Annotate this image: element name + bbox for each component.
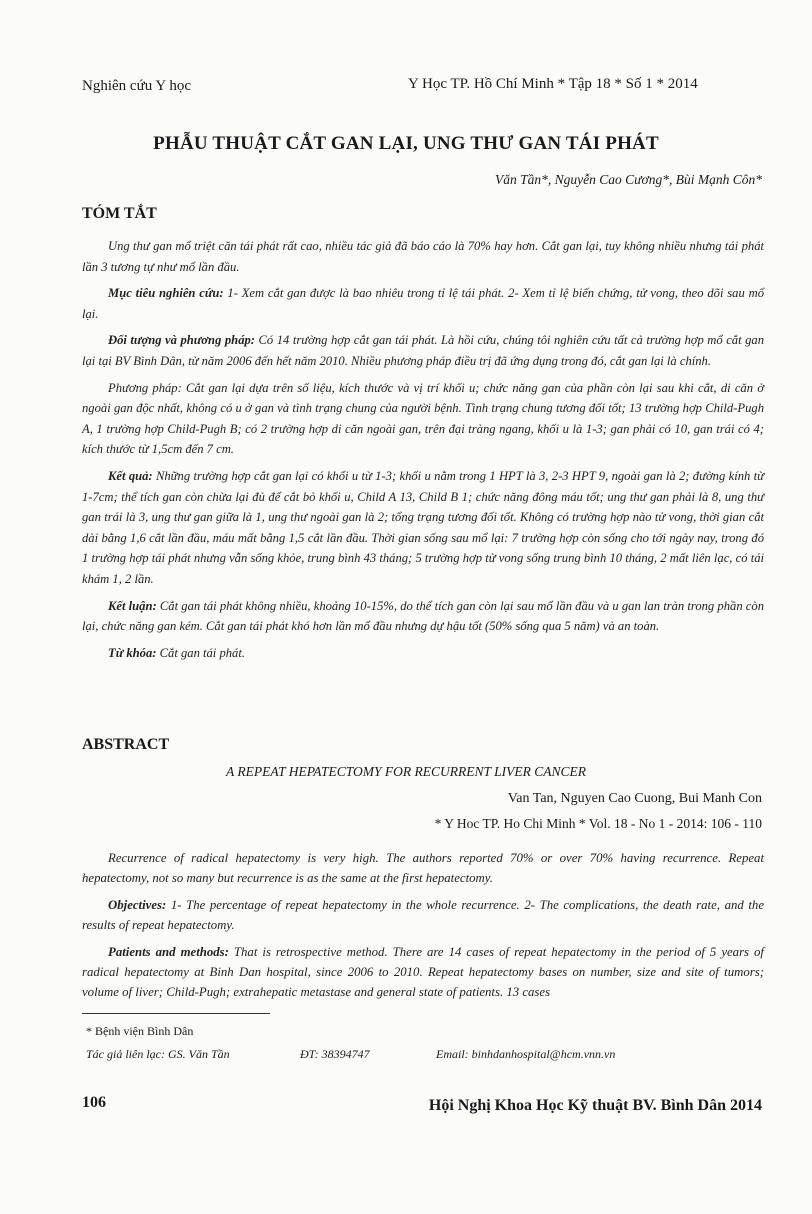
abstract-intro: Recurrence of radical hepatectomy is very high. The authors reported 70% or over 70% having recurrence. Repeat hepatectomy, not so many but recurrence is as the same at the first hepatectomy. <box>82 851 764 886</box>
abstract-authors: Van Tan, Nguyen Cao Cuong, Bui Manh Con <box>507 791 762 806</box>
method-label: Phương pháp: <box>108 380 182 395</box>
abstract-citation: * Y Hoc TP. Ho Chi Minh * Vol. 18 - No 1 - 2014: 106 - 110 <box>434 816 762 831</box>
objectives-label: Mục tiêu nghiên cứu: <box>108 286 224 301</box>
method-text: Cắt gan lại dựa trên số liệu, kích thước và vị trí khối u; chức năng gan của phần còn lại sau khi cắt, di căn ở ngoài gan độc nhất, không có u ở gan và tình trạng chung của người bệnh. Tình trạng chung tương đối tốt; 13 trường hợp Child-Pugh A, 1 trường hợp Child-Pugh B; có 2 trường hợp di căn ngoài gan, trên đại tràng ngang, khối u là 1-3; gan phải có 10, gan trái có 4; kích thước từ 1,5cm đến 7 cm. <box>82 380 764 457</box>
summary-keywords <box>82 643 764 664</box>
abstract-patients-label: Patients and methods: <box>108 944 229 959</box>
summary-results <box>82 466 764 590</box>
summary-intro: Ung thư gan mổ triệt căn tái phát rất cao, nhiều tác giả đã báo cáo là 70% hay hơn. Cắt gan lại, tuy không nhiều nhưng tái phát lần 3 tương tự như mổ lần đầu. <box>82 239 764 274</box>
running-footer-conference: Hội Nghị Khoa Học Kỹ thuật BV. Bình Dân 2014 <box>428 1097 762 1114</box>
article-authors: Văn Tần*, Nguyễn Cao Cương*, Bùi Mạnh Côn* <box>495 172 762 187</box>
contact-email[interactable]: Email: binhdanhospital@hcm.vnn.vn <box>436 1047 616 1061</box>
subjects-text: Có 14 trường hợp cắt gan tái phát. Là hồi cứu, chúng tôi nghiên cứu tất cả trường hợp mổ cắt gan lại tại BV Bình Dân, từ năm 2006 đến hết năm 2010. Nhiều phương pháp điều trị đã ứng dụng trong đó, cắt gan lại là chính. <box>82 333 764 368</box>
summary-conclusion <box>82 596 764 637</box>
footnote-affiliation: * Bệnh viện Bình Dân <box>86 1024 194 1038</box>
summary-body <box>82 236 764 669</box>
abstract-body <box>82 848 764 1009</box>
running-header-left: Nghiên cứu Y học <box>82 78 192 94</box>
contact-phone: ĐT: 38394747 <box>300 1047 370 1061</box>
summary-method <box>82 378 764 460</box>
page-number: 106 <box>82 1094 106 1111</box>
results-text: Những trường hợp cắt gan lại có khối u từ 1-3; khối u nằm trong 1 HPT là 3, 2-3 HPT 9, ngoài gan là 2; đường kính từ 1-7cm; thể tích gan còn chừa lại đủ để cắt bỏ khối u, Child A 13, Child B 1; chức năng đông máu tốt; ung thư gan phải là 8, ung thư gan trái là 3, ung thư gan giữa là 1, ung thư ngoài gan là 2; tổng trạng tương đối tốt. Không có trường hợp nào tử vong, thời gian cắt dài bằng 1,6 cắt lần đầu, máu mất bằng 1,5 cắt lần đầu. Thời gian sống sau mổ lại: 7 trường hợp còn sống cho tới ngày nay, trong đó 1 trường hợp tái phát nhưng vẫn sống khỏe, trung bình 43 tháng; 5 trường hợp tử vong sống trung bình 10 tháng, 2 mất liên lạc, có tái khám 1, 2 lần. <box>82 468 764 586</box>
summary-objectives <box>82 283 764 324</box>
conclusion-text: Cắt gan tái phát không nhiều, khoảng 10-15%, do thể tích gan còn lại sau mổ lần đầu và u gan lan tràn trong phần còn lại, chức năng gan kém. Cắt gan tái phát khó hơn lần mổ đầu nhưng dự hậu tốt (50% sống qua 5 năm) và an toàn. <box>82 598 764 634</box>
article-title: PHẪU THUẬT CẮT GAN LẠI, UNG THƯ GAN TÁI PHÁT <box>153 133 659 154</box>
abstract-objectives-text: 1- The percentage of repeat hepatectomy in the whole recurrence. 2- The complications, the death rate, and the results of repeat hepatectomy. <box>82 897 764 933</box>
footnote-divider <box>82 1013 270 1014</box>
keywords-text: Cắt gan tái phát. <box>156 645 245 660</box>
abstract-patients <box>82 942 764 1003</box>
abstract-patients-text: That is retrospective method. There are 14 cases of repeat hepatectomy in the period of 5 years of radical hepatectomy at Binh Dan hospital, since 2006 to 2010. Repeat hepatectomy bases on number, size and site of tumors; volume of liver; Child-Pugh; extrahepatic metastase and general state of patients. 13 cases <box>82 944 764 1000</box>
contact-author: Tác giả liên lạc: GS. Văn Tần <box>86 1047 230 1061</box>
conclusion-label: Kết luận: <box>108 598 157 613</box>
running-header-right: Y Học TP. Hồ Chí Minh * Tập 18 * Số 1 * 2014 <box>408 76 698 92</box>
results-label: Kết quả: <box>108 468 153 483</box>
summary-heading: TÓM TẮT <box>82 205 157 222</box>
abstract-heading: ABSTRACT <box>82 736 170 753</box>
abstract-objectives <box>82 895 764 936</box>
abstract-objectives-label: Objectives: <box>108 897 167 912</box>
abstract-title: A REPEAT HEPATECTOMY FOR RECURRENT LIVER CANCER <box>225 764 586 779</box>
subjects-label: Đối tượng và phương pháp: <box>108 333 255 348</box>
keywords-label: Từ khóa: <box>108 645 157 660</box>
summary-subjects <box>82 330 764 371</box>
objectives-text: 1- Xem cắt gan được là bao nhiêu trong tỉ lệ tái phát. 2- Xem tỉ lệ biến chứng, tử vong, theo dõi sau mổ lại. <box>82 286 764 321</box>
